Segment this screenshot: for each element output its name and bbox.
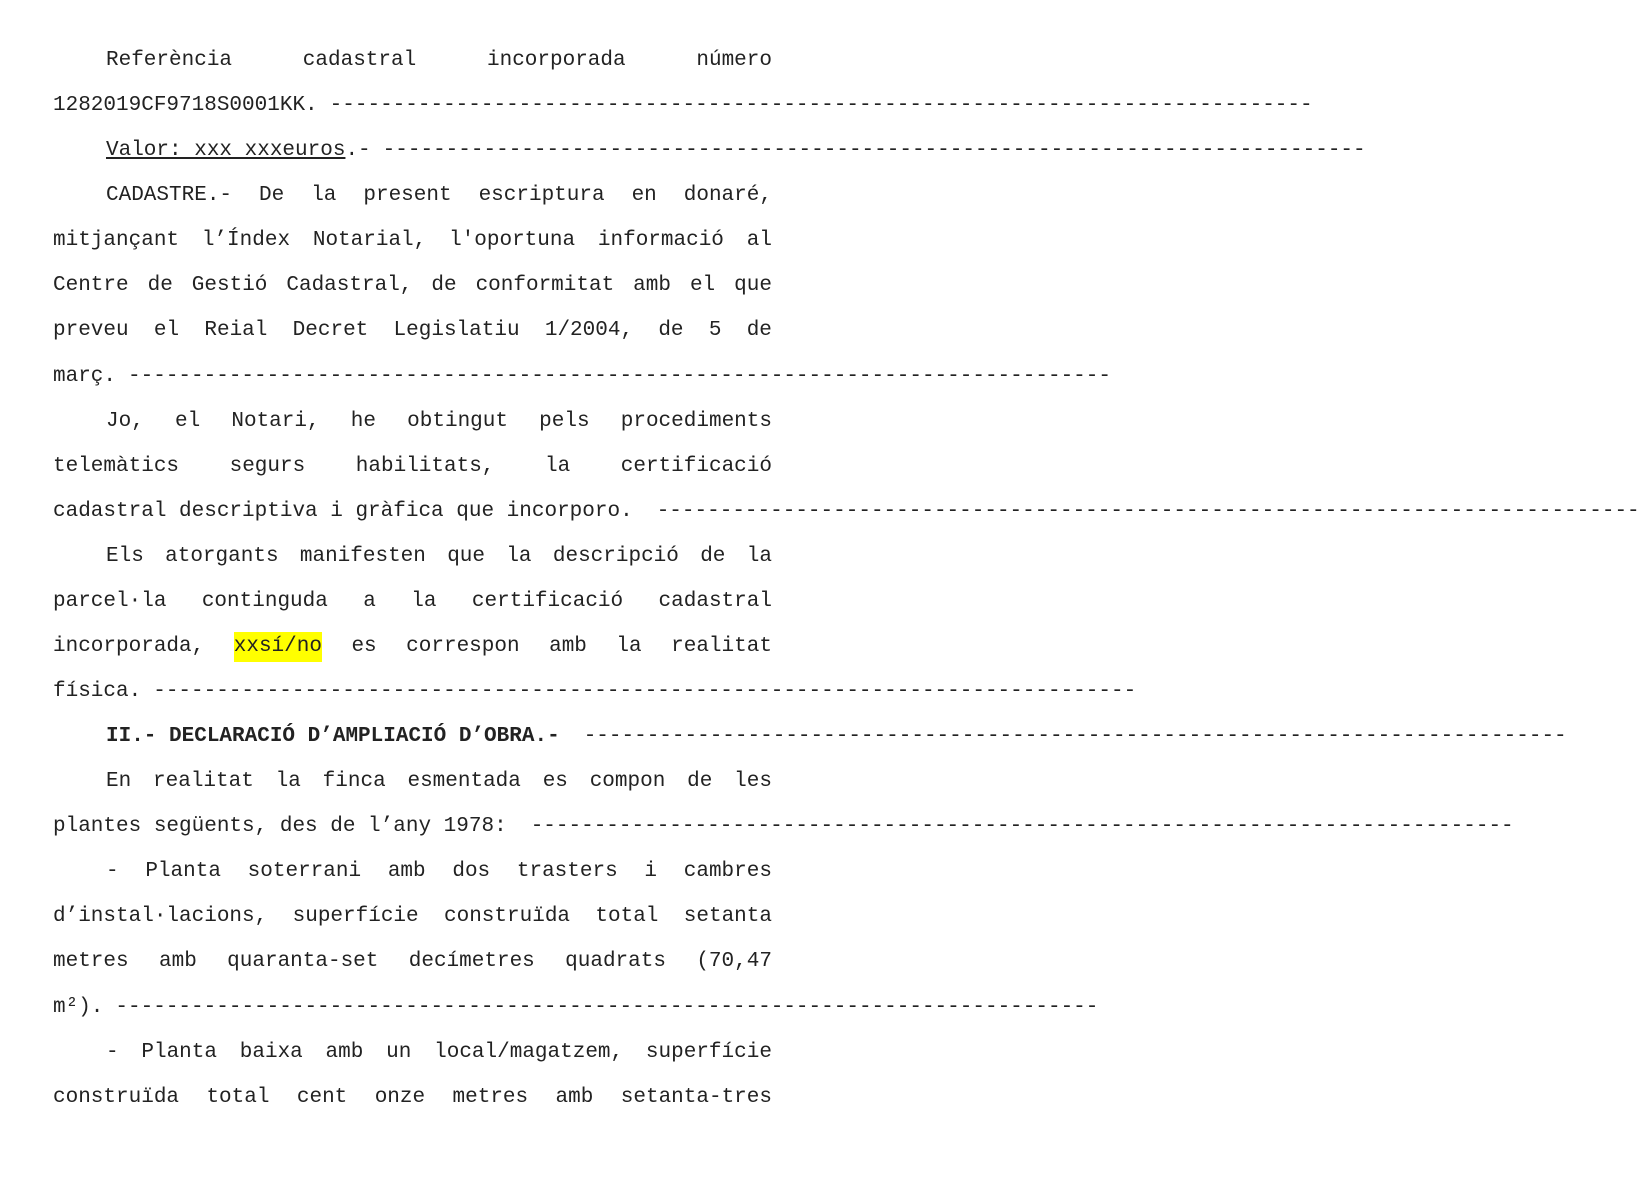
word: continguda bbox=[201, 590, 328, 613]
word: cambres bbox=[683, 860, 772, 883]
valor-text: Valor: xxx xxxeuros bbox=[106, 139, 346, 162]
word: la bbox=[275, 770, 301, 793]
word: local/magatzem, bbox=[434, 1041, 624, 1064]
word: setanta-tres bbox=[620, 1086, 772, 1109]
word: Legislatiu bbox=[393, 319, 520, 342]
word: metres bbox=[53, 950, 129, 973]
doc-line bbox=[106, 407, 772, 437]
doc-line bbox=[106, 767, 772, 797]
doc-line bbox=[106, 722, 1567, 752]
doc-line bbox=[106, 542, 772, 572]
word: la bbox=[506, 545, 532, 568]
word: 1/2004, bbox=[544, 319, 634, 342]
cadastral-reference: 1282019CF9718S0001KK. bbox=[53, 94, 318, 117]
word: present bbox=[363, 184, 452, 207]
text-run: plantes següents, des de l’any 1978: bbox=[53, 815, 507, 838]
word: correspon bbox=[406, 635, 520, 658]
word: el bbox=[153, 319, 180, 342]
word: superfície bbox=[645, 1041, 772, 1064]
word: dos bbox=[452, 860, 491, 883]
word: les bbox=[734, 770, 772, 793]
doc-line bbox=[53, 362, 1111, 392]
word: incorporada, bbox=[53, 635, 205, 658]
word: trasters bbox=[516, 860, 618, 883]
word: descripció bbox=[552, 545, 679, 568]
doc-line bbox=[53, 947, 772, 977]
word: escriptura bbox=[478, 184, 605, 207]
word: Planta bbox=[141, 1041, 217, 1064]
word: la bbox=[311, 184, 337, 207]
word: Notari, bbox=[231, 410, 320, 433]
word: En bbox=[106, 770, 132, 793]
word: física. bbox=[53, 680, 142, 703]
doc-line bbox=[53, 271, 772, 301]
word: amb bbox=[387, 860, 426, 883]
word: cadastral bbox=[658, 590, 772, 613]
word: telemàtics bbox=[53, 455, 180, 478]
doc-line bbox=[53, 497, 1640, 527]
word: 5 bbox=[708, 319, 722, 342]
doc-line bbox=[53, 452, 772, 482]
word: baixa bbox=[239, 1041, 303, 1064]
word: amb bbox=[325, 1041, 364, 1064]
doc-line bbox=[106, 857, 772, 887]
word: preveu bbox=[53, 319, 129, 342]
doc-line bbox=[53, 587, 772, 617]
word: realitat bbox=[153, 770, 254, 793]
doc-line bbox=[53, 316, 772, 346]
doc-line bbox=[106, 46, 772, 76]
word: - bbox=[106, 860, 119, 883]
word: informació bbox=[597, 229, 724, 252]
word: parcel·la bbox=[53, 590, 167, 613]
word: l'oportuna bbox=[449, 229, 576, 252]
punctuation: .- bbox=[345, 139, 371, 162]
word: decímetres bbox=[408, 950, 535, 973]
word: Jo, bbox=[106, 410, 144, 433]
word: incorporada bbox=[486, 49, 626, 72]
word: de bbox=[700, 545, 726, 568]
doc-line bbox=[106, 1038, 772, 1068]
dash-filler: ------------------------------------------------------------------------------ bbox=[530, 815, 1514, 838]
word: es bbox=[542, 770, 568, 793]
word: la bbox=[616, 635, 642, 658]
word: al bbox=[746, 229, 772, 252]
word: Gestió bbox=[191, 274, 268, 297]
word: he bbox=[350, 410, 376, 433]
word: total bbox=[206, 1086, 270, 1109]
word: setanta bbox=[683, 905, 772, 928]
section-heading: II.- DECLARACIÓ D’AMPLIACIÓ D’OBRA.- bbox=[106, 725, 560, 748]
word: De bbox=[259, 184, 285, 207]
word: l’Índex bbox=[201, 229, 291, 252]
highlighted-placeholder: xxsí/no bbox=[234, 632, 322, 662]
dash-filler: ------------------------------------------------------------------------------ bbox=[583, 725, 1567, 748]
dash-filler: ------------------------------------------------------------------------------ bbox=[128, 365, 1111, 388]
word: amb bbox=[633, 274, 671, 297]
word: segurs bbox=[229, 455, 306, 478]
word: manifesten bbox=[299, 545, 426, 568]
word: de bbox=[658, 319, 684, 342]
word: compon bbox=[589, 770, 666, 793]
word: es bbox=[351, 635, 377, 658]
word: total bbox=[595, 905, 659, 928]
word: un bbox=[386, 1041, 412, 1064]
word: certificació bbox=[471, 590, 624, 613]
word: atorgants bbox=[165, 545, 279, 568]
word: Cadastral, bbox=[286, 274, 413, 297]
doc-line bbox=[53, 902, 772, 932]
word: número bbox=[696, 49, 772, 72]
dash-filler: ------------------------------------------------------------------------------ bbox=[115, 996, 1099, 1019]
dash-filler: ------------------------------------------------------------------------------ bbox=[153, 680, 1137, 703]
word: Notarial, bbox=[312, 229, 427, 252]
word: finca bbox=[322, 770, 386, 793]
word: soterrani bbox=[247, 860, 362, 883]
word: Els bbox=[106, 545, 144, 568]
word: que bbox=[734, 274, 772, 297]
word: de bbox=[746, 319, 772, 342]
word: quadrats bbox=[565, 950, 666, 973]
word: obtingut bbox=[407, 410, 508, 433]
word: Planta bbox=[145, 860, 221, 883]
word: metres bbox=[452, 1086, 529, 1109]
word: Reial bbox=[204, 319, 268, 342]
word: Referència bbox=[106, 49, 233, 72]
word: (70,47 bbox=[696, 950, 772, 973]
word: el bbox=[689, 274, 716, 297]
doc-line bbox=[53, 993, 1099, 1023]
word: de bbox=[687, 770, 713, 793]
word: març. bbox=[53, 365, 117, 388]
word: quaranta-set bbox=[227, 950, 379, 973]
word: Centre bbox=[53, 274, 129, 297]
dash-filler: ------------------------------------------------------------------------------ bbox=[656, 500, 1640, 523]
word: amb bbox=[158, 950, 197, 973]
word: esmentada bbox=[407, 770, 521, 793]
word: construïda bbox=[444, 905, 571, 928]
dash-filler: ------------------------------------------------------------------------------ bbox=[329, 94, 1313, 117]
word: mitjançant bbox=[53, 229, 180, 252]
word: en bbox=[631, 184, 657, 207]
word: amb bbox=[555, 1086, 594, 1109]
word: la bbox=[746, 545, 772, 568]
doc-line bbox=[53, 226, 772, 256]
word: cadastral bbox=[302, 49, 417, 72]
word: m²). bbox=[53, 996, 104, 1019]
doc-line bbox=[106, 136, 1366, 166]
doc-line bbox=[106, 181, 772, 211]
word: onze bbox=[374, 1086, 426, 1109]
word: construïda bbox=[53, 1086, 180, 1109]
word: cent bbox=[296, 1086, 348, 1109]
word: la bbox=[544, 455, 571, 478]
word: procediments bbox=[620, 410, 772, 433]
word: de bbox=[431, 274, 457, 297]
word: que bbox=[447, 545, 486, 568]
word: d’instal·lacions, bbox=[53, 905, 268, 928]
word: Decret bbox=[292, 319, 369, 342]
word: el bbox=[174, 410, 201, 433]
word: superfície bbox=[292, 905, 419, 928]
word: pels bbox=[539, 410, 590, 433]
text-run: cadastral descriptiva i gràfica que incorporo. bbox=[53, 500, 633, 523]
word: de bbox=[147, 274, 173, 297]
doc-line bbox=[53, 677, 1137, 707]
doc-line bbox=[53, 632, 772, 662]
word: a bbox=[363, 590, 376, 613]
word: amb bbox=[549, 635, 587, 658]
word: i bbox=[644, 860, 658, 883]
doc-line bbox=[53, 91, 1313, 121]
dash-filler: ------------------------------------------------------------------------------ bbox=[382, 139, 1366, 162]
word: conformitat bbox=[475, 274, 615, 297]
word: la bbox=[411, 590, 437, 613]
word: - bbox=[106, 1041, 119, 1064]
doc-line bbox=[53, 1083, 772, 1113]
word: CADASTRE.- bbox=[106, 184, 233, 207]
word: habilitats, bbox=[355, 455, 495, 478]
doc-line bbox=[53, 812, 1514, 842]
word: realitat bbox=[671, 635, 772, 658]
word: donaré, bbox=[683, 184, 772, 207]
word: certificació bbox=[620, 455, 772, 478]
